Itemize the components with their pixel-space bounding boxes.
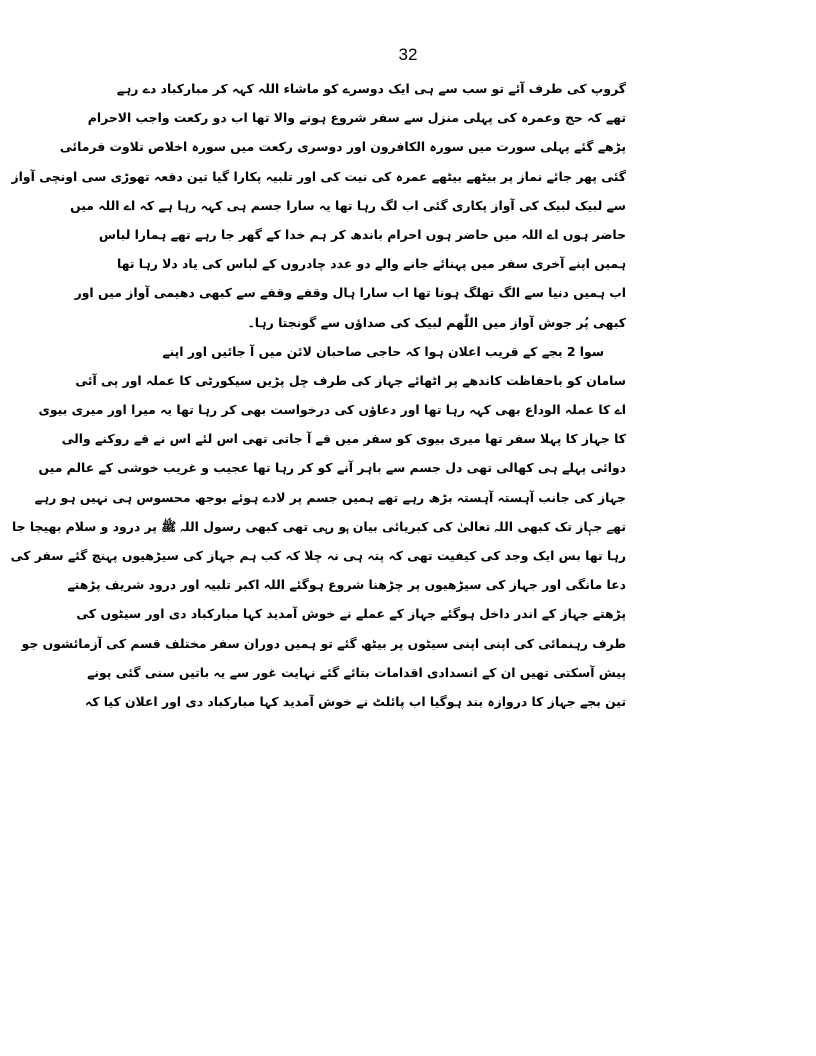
text-line: سامان کو باحفاظت کاندھے پر اٹھائے جہاز کی طرف چل پڑیں سیکورٹی کا عملہ اور پی آئی [75, 372, 626, 388]
text-line: حاضر ہوں اے اللہ میں حاضر ہوں احرام باندھ کر ہم خدا کے گھر جا رہے تھے ہمارا لباس [98, 226, 626, 242]
text-line: تھے جہاز تک کبھی اللہ تعالیٰ کی کبریائی بیان ہو رہی تھی کبھی رسول اللہ ﷺ پر درود و سلام بھیجا جا [12, 518, 626, 534]
text-line: پڑھتے جہاز کے اندر داخل ہوگئے جہاز کے عملے نے خوش آمدید کہا مبارکباد دی اور سیٹوں کی [76, 606, 626, 622]
text-line: رہا تھا بس ایک وجد کی کیفیت تھی کہ پتہ ہی نہ چلا کہ کب ہم جہاز کی سیڑھیوں پہنچ گئے سفر کی [10, 548, 626, 563]
text-line: اے کا عملہ الوداع بھی کہہ رہا تھا اور دعاؤں کی درخواست بھی کر رہا تھا یہ میرا اور میری بیوی [38, 402, 626, 418]
page-number: 32 [398, 45, 418, 64]
body-text [10, 74, 626, 716]
text-line: سے لبیک لبیک کی آواز پکاری گئی اب لگ رہا تھا یہ سارا جسم ہی کہہ رہا ہے کہ اے اللہ میں [70, 197, 626, 213]
text-line: گروپ کی طرف آئے تو سب سے ہی ایک دوسرے کو ماشاء اللہ کہہ کر مبارکباد دے رہے [116, 81, 626, 96]
text-line: سوا 2 بجے کے قریب اعلان ہوا کہ حاجی صاحبان لائن میں آ جائیں اور اپنے [162, 343, 604, 359]
text-line: طرف رہنمائی کی اپنی اپنی سیٹوں پر بیٹھ گئے تو ہمیں دوران سفر مختلف قسم کی آزمائشوں جو [21, 635, 626, 651]
text-line: پڑھے گئے پہلی سورت میں سورہ الکافرون اور دوسری رکعت میں سورہ اخلاص تلاوت فرمائی [59, 139, 626, 155]
text-line: تھے کہ حج وعمرہ کی پہلی منزل سے سفر شروع ہونے والا تھا اب دو رکعت واجب الاحرام [87, 110, 626, 126]
text-line: پیش آسکتی تھیں ان کے انسدادی اقدامات بتائے گئے نہایت غور سے یہ باتیں سنی گئی پونے [87, 664, 626, 680]
text-line: کا جہاز کا پہلا سفر تھا میری بیوی کو سفر میں قے آ جاتی تھی اس لئے اس نے قے روکنے والی [61, 431, 626, 447]
text-line: کبھی پُر جوش آواز میں اللّٰھم لبیک کی صداؤں سے گونجتا رہا۔ [247, 314, 626, 330]
text-line: دوائی پہلے ہی کھالی تھی دل جسم سے باہر آنے کو کر رہا تھا عجیب و غریب خوشی کے عالم میں [38, 460, 626, 476]
text-line: تین بجے جہاز کا دروازہ بند ہوگیا اب پائلٹ نے خوش آمدید کہا مبارکباد دی اور اعلان کیا کہ [84, 693, 626, 709]
text-line: جہاز کی جانب آہستہ آہستہ بڑھ رہے تھے ہمیں جسم پر لادے ہوئے بوجھ محسوس ہی نہیں ہو رہے [34, 489, 626, 505]
text-line: ہمیں اپنے آخری سفر میں پہنائے جانے والے دو عدد چادروں کے لباس کی یاد دلا رہا تھا [117, 256, 626, 272]
text-line: گئی پھر جائے نماز پر بیٹھے بیٹھے عمرہ کی نیت کی اور تلبیہ پکارا گیا تین دفعہ تھوڑی سی اونچی آواز [11, 168, 626, 184]
text-line: دعا مانگی اور جہاز کی سیڑھیوں پر چڑھنا شروع ہوگئے اللہ اکبر تلبیہ اور درود شریف پڑھتے [67, 577, 626, 593]
text-line: اب ہمیں دنیا سے الگ تھلگ ہونا تھا اب سارا ہال وقفے وقفے سے کبھی دھیمی آواز میں اور [74, 285, 626, 301]
